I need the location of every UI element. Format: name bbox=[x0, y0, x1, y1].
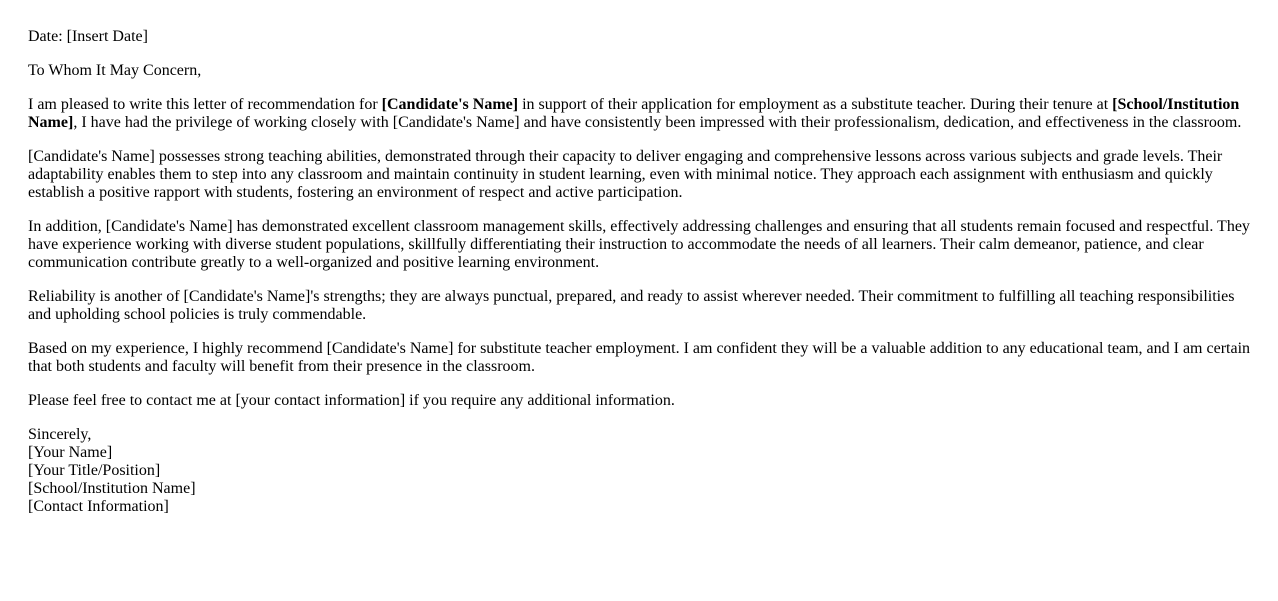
signature-line-title: [Your Title/Position] bbox=[28, 462, 161, 479]
signature-line-contact: [Contact Information] bbox=[28, 498, 169, 515]
body-paragraph-recommendation: Based on my experience, I highly recommend [Candidate's Name] for substitute teacher employment. I am confident they will be a valuable addition to any educational team, and I am certain that both students and faculty will benefit from their presence in the classroom. bbox=[28, 340, 1251, 375]
date-line: Date: [Insert Date] bbox=[28, 28, 148, 45]
body-paragraph-reliability: Reliability is another of [Candidate's Name]'s strengths; they are always punctual, prepared, and ready to assist wherever needed. Their commitment to fulfilling all teaching responsibilities and upholding school policies is truly commendable. bbox=[28, 288, 1235, 323]
signature-line-name: [Your Name] bbox=[28, 444, 113, 461]
signature-line-school: [School/Institution Name] bbox=[28, 480, 196, 497]
body-paragraph-teaching-abilities: [Candidate's Name] possesses strong teaching abilities, demonstrated through their capacity to deliver engaging and comprehensive lessons across various subjects and grade levels. Their adaptability enables them to step into any classroom and maintain continuity in student learning, even with minimal notice. They approach each assignment with enthusiasm and quickly establish a positive rapport with students, fostering an environment of respect and active participation. bbox=[28, 148, 1223, 201]
body-paragraph-intro: I am pleased to write this letter of recommendation for [Candidate's Name] in support of their application for employment as a substitute teacher. During their tenure at [School/Institution Name], I have had the privilege of working closely with [Candidate's Name] and have consistently been impressed with their professionalism, dedication, and effectiveness in the classroom. bbox=[28, 96, 1242, 131]
signature-block bbox=[28, 426, 1250, 516]
body-paragraph-classroom-management: In addition, [Candidate's Name] has demonstrated excellent classroom management skills, effectively addressing challenges and ensuring that all students remain focused and respectful. They have experience working with diverse student populations, skillfully differentiating their instruction to accommodate the needs of all learners. Their calm demeanor, patience, and clear communication contribute greatly to a well-organized and positive learning environment. bbox=[28, 218, 1250, 271]
body-paragraph-contact: Please feel free to contact me at [your contact information] if you require any additional information. bbox=[28, 392, 675, 409]
salutation: To Whom It May Concern, bbox=[28, 62, 202, 79]
closing-line: Sincerely, bbox=[28, 426, 92, 443]
letter-document bbox=[28, 28, 1250, 516]
